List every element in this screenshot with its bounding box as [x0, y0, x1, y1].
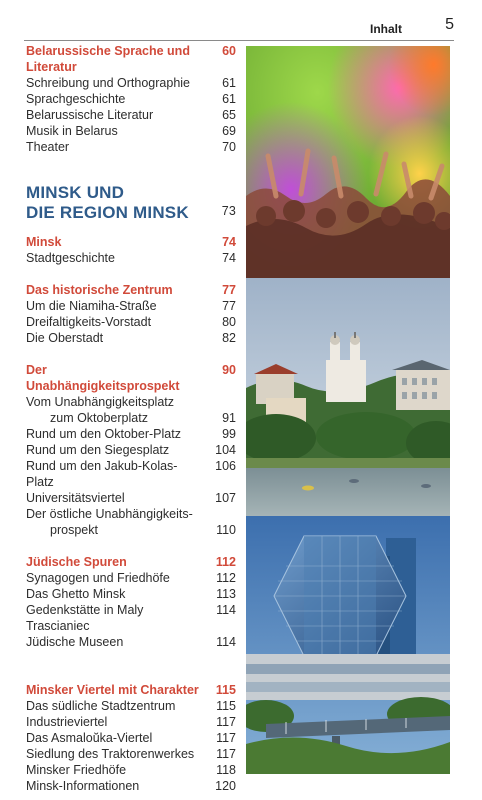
toc-page-number: 80 [222, 315, 236, 329]
toc-entry[interactable] [26, 426, 236, 442]
toc-entry[interactable] [26, 123, 236, 139]
toc-category[interactable] [26, 362, 236, 394]
toc-entry-label: Theater [26, 140, 70, 154]
toc-entry-label: zum Oktoberplatz [50, 411, 148, 425]
toc-entry[interactable] [26, 314, 236, 330]
toc-entry-label: Um die Niamiha-Straße [26, 299, 157, 313]
toc-page-number: 74 [222, 251, 236, 265]
toc-category[interactable] [26, 554, 236, 570]
toc-entry[interactable] [26, 714, 236, 730]
toc-region-title[interactable] [26, 183, 236, 223]
toc-page-number: 60 [222, 44, 236, 58]
photo-color-festival [246, 46, 450, 278]
toc-entry[interactable] [26, 570, 236, 586]
photo-national-library [246, 516, 450, 774]
toc-category-label: Das historische Zentrum [26, 283, 173, 297]
toc-page-number: 113 [216, 587, 236, 601]
toc-entry-label: Stadtgeschichte [26, 251, 115, 265]
toc-entry[interactable] [26, 298, 236, 314]
toc-entry-label: Musik in Belarus [26, 124, 118, 138]
toc-category-label: Minsker Viertel mit Charakter [26, 683, 199, 697]
toc-entry-label: Sprachgeschichte [26, 92, 126, 106]
toc-entry[interactable] [26, 698, 236, 714]
toc-entry[interactable] [26, 586, 236, 602]
toc-page-number: 99 [222, 427, 236, 441]
toc-entry[interactable] [26, 75, 236, 91]
photo-old-town [246, 278, 450, 516]
toc-category[interactable] [26, 43, 236, 75]
toc-entry-label: Das Asmaloŭka-Viertel [26, 731, 153, 745]
toc-entry[interactable] [26, 522, 236, 538]
toc-entry-label: Universitätsviertel [26, 491, 125, 505]
toc-category[interactable] [26, 282, 236, 298]
toc-entry-label: Minsker Friedhöfe [26, 763, 127, 777]
toc-page-number: 114 [216, 603, 236, 617]
toc-entry[interactable] [26, 330, 236, 346]
toc-entry[interactable] [26, 394, 236, 410]
toc-entry-label: Die Oberstadt [26, 331, 104, 345]
toc-entry-label: Minsk-Informationen [26, 779, 140, 793]
toc-entry[interactable] [26, 506, 236, 522]
toc-page-number: 91 [222, 411, 236, 425]
toc-entry-label: Schreibung und Orthographie [26, 76, 191, 90]
toc-entry-label: Vom Unabhängigkeitsplatz [26, 395, 175, 409]
toc-entry-label: Dreifaltigkeits-Vorstadt [26, 315, 152, 329]
toc-entry[interactable] [26, 91, 236, 107]
toc-page-number: 112 [216, 571, 236, 585]
toc-page-number: 82 [222, 331, 236, 345]
toc-page-number: 70 [222, 140, 236, 154]
toc-entry[interactable] [26, 410, 236, 426]
toc-page-number: 77 [222, 299, 236, 313]
toc-entry[interactable] [26, 442, 236, 458]
page-header [24, 12, 454, 41]
toc-page-number: 114 [216, 635, 236, 649]
toc-page-number: 65 [222, 108, 236, 122]
toc-entry[interactable] [26, 634, 236, 650]
toc-entry[interactable] [26, 762, 236, 778]
toc-page-number: 117 [216, 715, 236, 729]
toc-page-number: 110 [216, 523, 236, 537]
toc-entry[interactable] [26, 107, 236, 123]
toc-entry[interactable] [26, 139, 236, 155]
toc-entry-label: Gedenkstätte in Maly Trascianiec [26, 603, 147, 633]
toc-page-number: 117 [216, 731, 236, 745]
toc-page-number: 61 [222, 92, 236, 106]
toc-entry-label: Rund um den Siegesplatz [26, 443, 170, 457]
toc-category[interactable] [26, 682, 236, 698]
toc-entry-label: prospekt [50, 523, 98, 537]
toc-category-label: Belarussische Sprache und Literatur [26, 44, 190, 74]
toc-page-number: 120 [215, 779, 236, 793]
toc-entry[interactable] [26, 778, 236, 794]
toc-page-number: 77 [222, 283, 236, 297]
toc-entry-label: Jüdische Museen [26, 635, 124, 649]
toc-entry[interactable] [26, 730, 236, 746]
toc-page-number: 90 [222, 363, 236, 377]
table-of-contents [26, 43, 236, 794]
toc-entry-label: Das Ghetto Minsk [26, 587, 126, 601]
toc-category-label: Jüdische Spuren [26, 555, 127, 569]
toc-category-label: Der Unabhängigkeitsprospekt [26, 363, 180, 393]
toc-page-number: 112 [215, 555, 236, 569]
toc-page-number: 117 [216, 747, 236, 761]
toc-entry-label: Der östliche Unabhängigkeits- [26, 507, 193, 521]
toc-entry[interactable] [26, 250, 236, 266]
toc-entry-label: Rund um den Jakub-Kolas-Platz [26, 459, 178, 489]
toc-entry-label: Das südliche Stadtzentrum [26, 699, 176, 713]
toc-page-number: 61 [222, 76, 236, 90]
toc-entry-label: Belarussische Literatur [26, 108, 154, 122]
toc-entry-label: Siedlung des Traktorenwerkes [26, 747, 195, 761]
toc-page-number: 73 [221, 204, 236, 218]
toc-page-number: 104 [215, 443, 236, 457]
toc-page-number: 106 [215, 459, 236, 473]
toc-page-number: 115 [216, 699, 236, 713]
toc-page-number: 118 [216, 763, 236, 777]
photo-column [246, 46, 450, 774]
toc-page-number: 74 [222, 235, 236, 249]
page-number: 5 [445, 16, 454, 33]
toc-entry[interactable] [26, 490, 236, 506]
toc-entry[interactable] [26, 602, 236, 634]
section-title: Inhalt [370, 22, 402, 36]
toc-entry-label: Rund um den Oktober-Platz [26, 427, 181, 441]
toc-entry[interactable] [26, 746, 236, 762]
toc-entry-label: Industrieviertel [26, 715, 108, 729]
toc-category-label: Minsk [26, 235, 62, 249]
toc-entry[interactable] [26, 458, 236, 490]
toc-entry-label: Synagogen und Friedhöfe [26, 571, 170, 585]
region-title-label: MINSK UND DIE REGION MINSK [26, 183, 189, 222]
toc-page-number: 69 [222, 124, 236, 138]
toc-page-number: 107 [215, 491, 236, 505]
toc-category[interactable] [26, 234, 236, 250]
toc-page-number: 115 [215, 683, 236, 697]
